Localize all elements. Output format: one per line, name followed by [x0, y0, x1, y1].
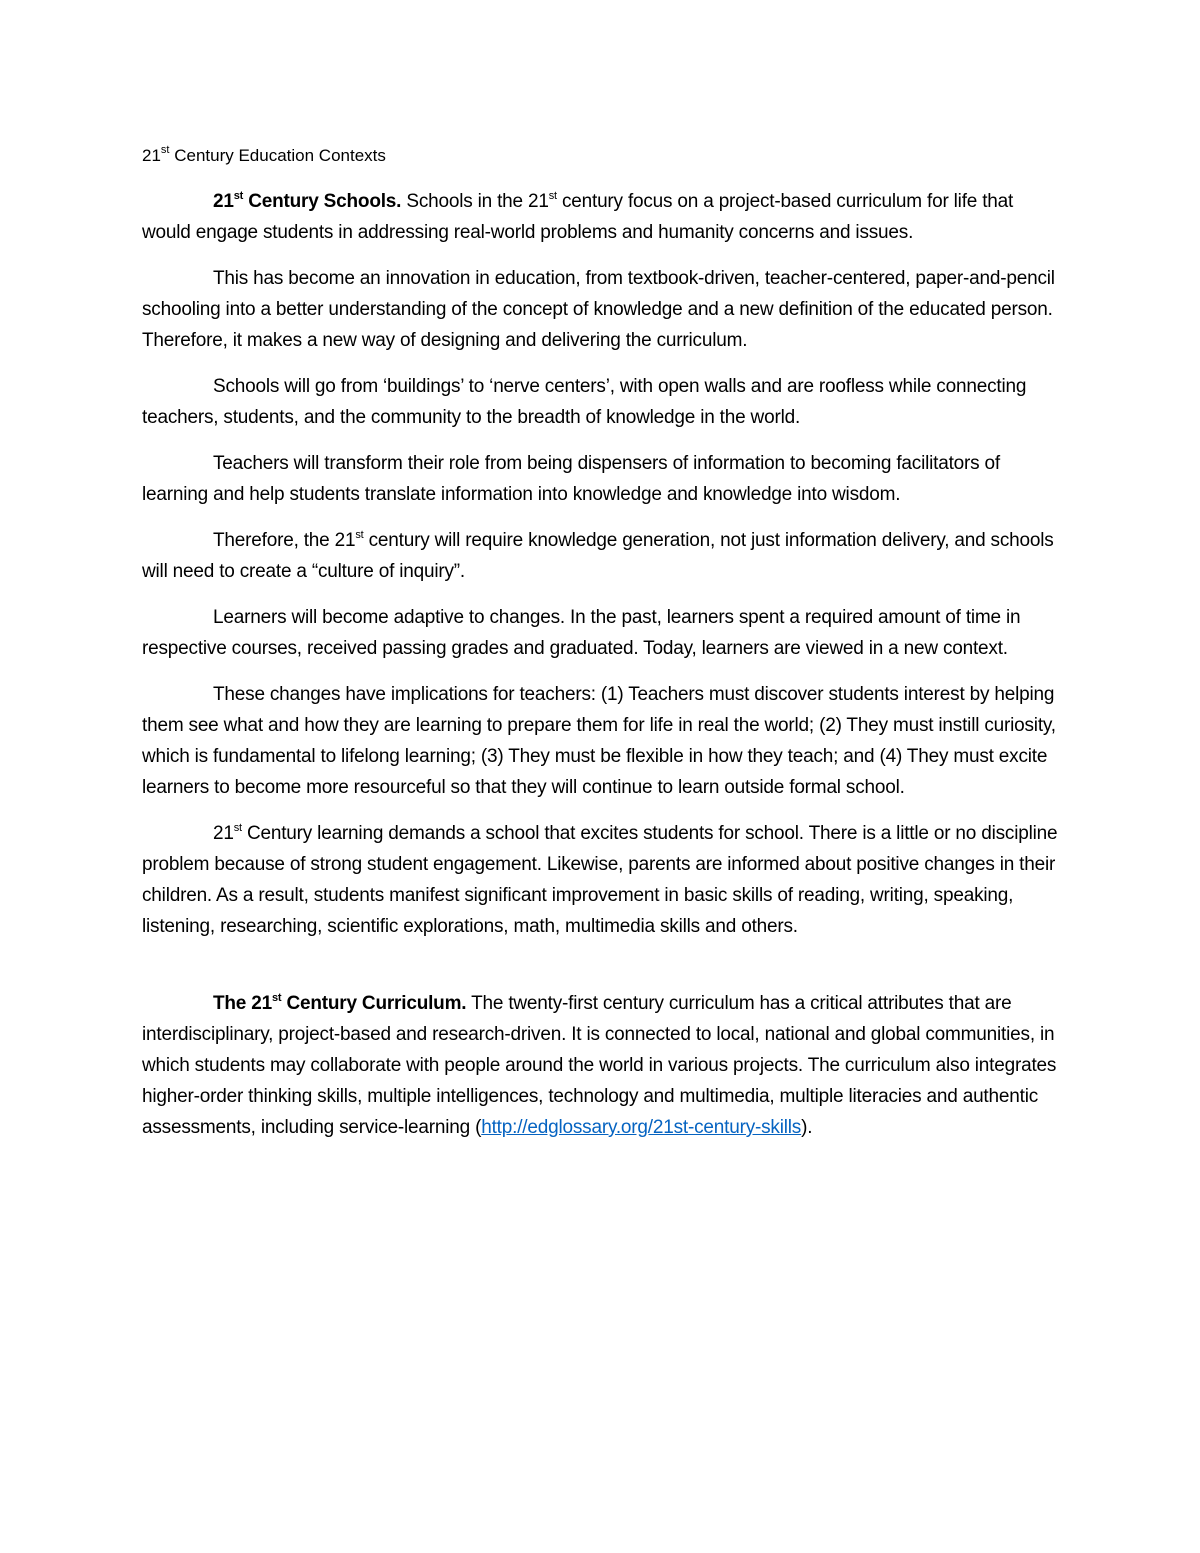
paragraph-learning-demands: 21st Century learning demands a school that excites students for school. There is a little or no discipline problem because of strong student engagement. Likewise, parents are informed about positive changes in their children. As a result, students manifest significant improvement in basic skills of reading, writing, speaking, listening, researching, scientific explorations, math, multimedia skills and others.	[142, 822, 1058, 937]
edglossary-link[interactable]: http://edglossary.org/21st-century-skills	[481, 1117, 802, 1138]
paragraph-teachers-role: Teachers will transform their role from being dispensers of information to becoming facilitators of learning and help students translate information into knowledge and knowledge into wisdom.	[142, 453, 1000, 505]
paragraph-knowledge-generation: Therefore, the 21st century will require knowledge generation, not just information delivery, and schools will need to create a “culture of inquiry”.	[142, 529, 1054, 582]
paragraph-nerve-centers: Schools will go from ‘buildings’ to ‘nerve centers’, with open walls and are roofless while connecting teachers, students, and the community to the breadth of knowledge in the world.	[142, 376, 1027, 428]
header-title: Century Education Contexts	[169, 146, 386, 165]
section-heading-curriculum: The 21st Century Curriculum.	[213, 992, 467, 1014]
header-number: 21	[142, 146, 161, 165]
section-heading-schools: 21st Century Schools.	[213, 190, 402, 212]
paragraph-21st-century-curriculum: The 21st Century Curriculum. The twenty-first century curriculum has a critical attributes that are interdisciplinary, project-based and research-driven. It is connected to local, national and global communities, in which students may collaborate with people around the world in various projects. The curriculum also integrates higher-order thinking skills, multiple intelligences, technology and multimedia, multiple literacies and authentic assessments, including service-learning (http://edglossary.org/21st-century-skills).	[142, 992, 1057, 1138]
paragraph-innovation: This has become an innovation in education, from textbook-driven, teacher-centered, paper-and-pencil schooling into a better understanding of the concept of knowledge and a new definition of the educated person. Therefore, it makes a new way of designing and delivering the curriculum.	[142, 268, 1055, 351]
document-header	[142, 146, 386, 166]
paragraph-21st-century-schools: 21st Century Schools. Schools in the 21st century focus on a project-based curriculum for life that would engage students in addressing real-world problems and humanity concerns and issues.	[142, 190, 1014, 243]
header-superscript: st	[160, 144, 170, 156]
paragraph-learners-adaptive: Learners will become adaptive to changes. In the past, learners spent a required amount of time in respective courses, received passing grades and graduated. Today, learners are viewed in a new context.	[142, 607, 1021, 659]
paragraph-implications: These changes have implications for teachers: (1) Teachers must discover students interest by helping them see what and how they are learning to prepare them for life in real the world; (2) They must instill curiosity, which is fundamental to lifelong learning; (3) They must be flexible in how they teach; and (4) They must excite learners to become more resourceful so that they will continue to learn outside formal school.	[142, 684, 1056, 798]
document-body	[142, 186, 1058, 1158]
